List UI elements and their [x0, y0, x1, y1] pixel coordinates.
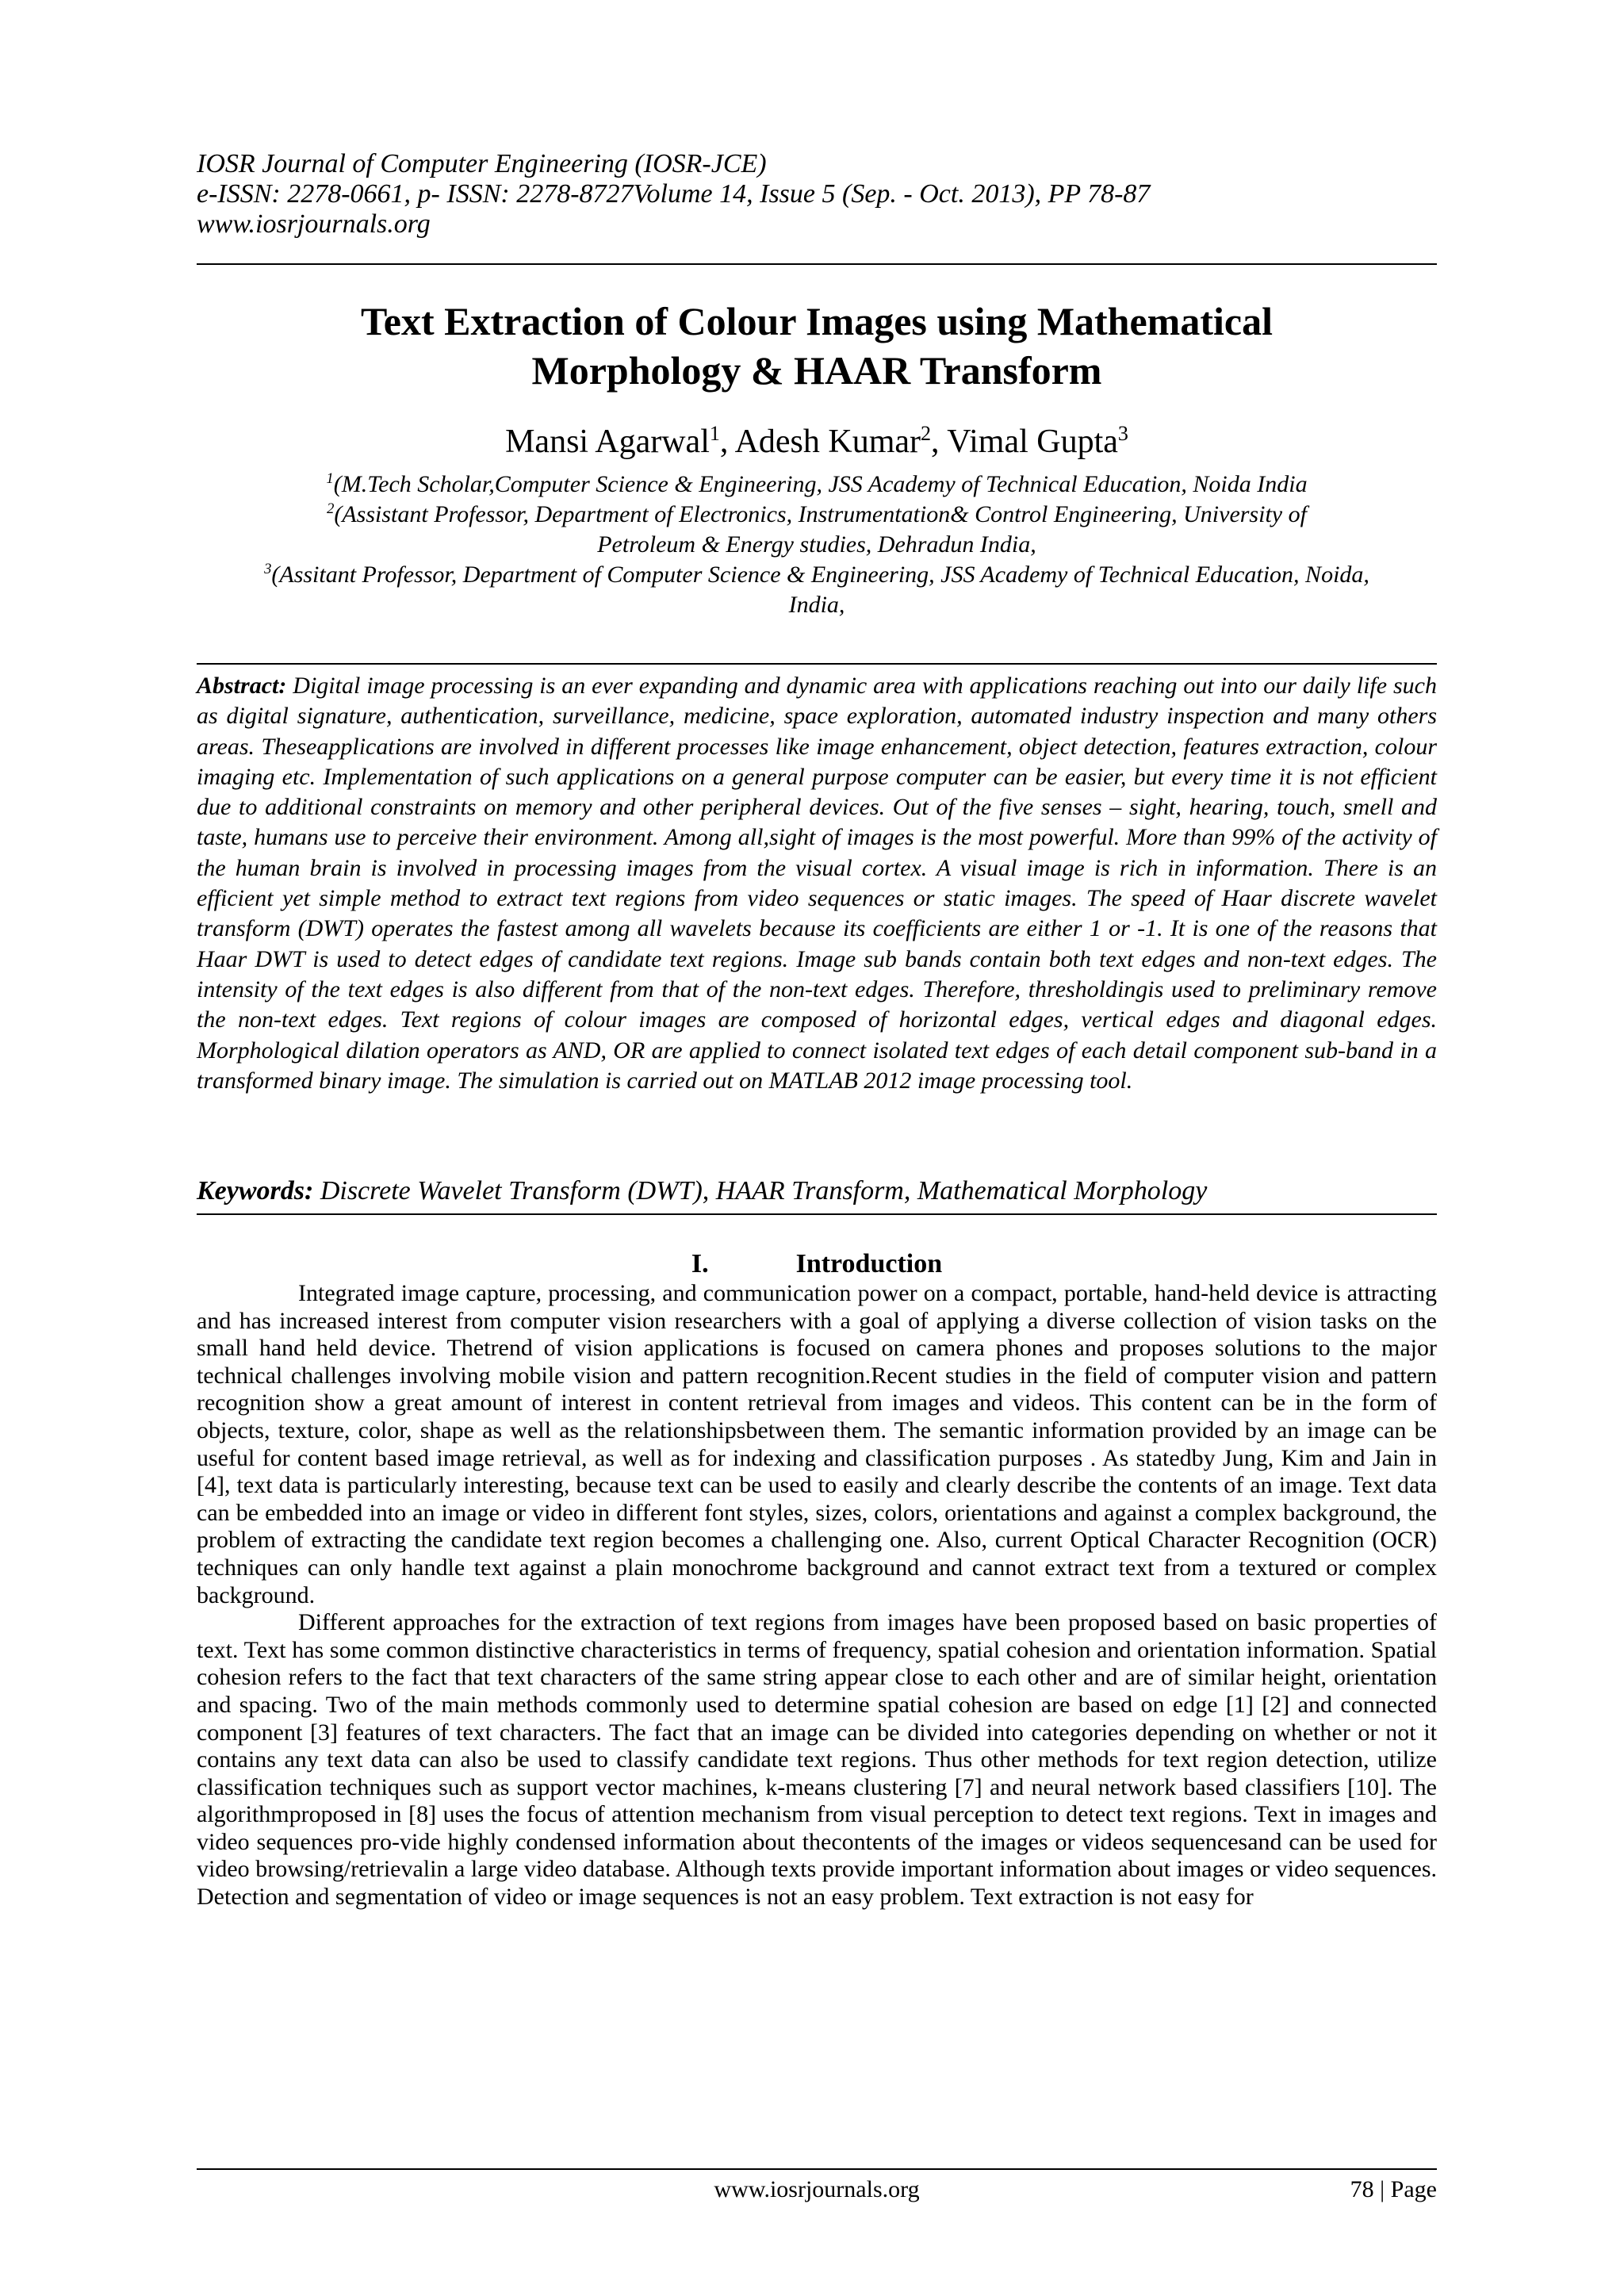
keywords-text: Discrete Wavelet Transform (DWT), HAAR Transform, Mathematical Morphology — [313, 1176, 1208, 1205]
footer-rule — [197, 2168, 1437, 2170]
journal-website: www.iosrjournals.org — [197, 209, 431, 239]
abstract-text: Digital image processing is an ever expanding and dynamic area with applications reaching out into our daily life such as digital signature, authentication, surveillance, medicine, space exploration, automated industry inspection and many others areas. Theseapplications are involved in different processes like image enhancement, object detection, features extraction, colour imaging etc. Implementation of such applications on a general purpose computer can be easier, but every time it is not efficient due to additional constraints on memory and other peripheral devices. Out of the five senses – sight, hearing, touch, smell and taste, humans use to perceive their environment. Among all,sight of images is the most powerful. More than 99% of the activity of the human brain is involved in processing images from the visual cortex. A visual image is rich in information. There is an efficient yet simple method to extract text regions from video sequences or static images. The speed of Haar discrete wavelet transform (DWT) operates the fastest among all wavelets because its coefficients are either 1 or -1. It is one of the reasons that Haar DWT is used to detect edges of candidate text regions. Image sub bands contain both text edges and non-text edges. The intensity of the text edges is also different from that of the non-text edges. Therefore, thresholdingis used to preliminary remove the non-text edges. Text regions of colour images are composed of horizontal edges, vertical edges and diagonal edges. Morphological dilation operators as AND, OR are applied to connect isolated text edges of each detail component sub-band in a transformed binary image. The simulation is carried out on MATLAB 2012 image processing tool. — [197, 673, 1437, 1094]
paragraph: Integrated image capture, processing, and communication power on a compact, portable, hand-held device is attracting and has increased interest from computer vision researchers with a goal of applying a diverse collection of vision tasks on the small hand held device. Thetrend of vision applications is focused on camera phones and proposes solutions to the major technical challenges involving mobile vision and pattern recognition.Recent studies in the field of computer vision and pattern recognition show a great amount of interest in content retrieval from images and videos. This content can be in the form of objects, texture, color, shape as well as the relationshipsbetween them. The semantic information provided by an image can be useful for content based image retrieval, as well as for indexing and classification purposes . As statedby Jung, Kim and Jain in [4], text data is particularly interesting, because text can be used to easily and clearly describe the contents of an image. Text data can be embedded into an image or video in different font styles, sizes, colors, orientations and against a complex background, the problem of extracting the candidate text region becomes a challenging one. Also, current Optical Character Recognition (OCR) techniques can only handle text against a plain monochrome background and cannot extract text from a textured or complex background. — [197, 1280, 1437, 1608]
keywords-label: Keywords: — [197, 1176, 314, 1205]
body-text — [197, 1280, 1437, 1911]
footer-website: www.iosrjournals.org — [714, 2176, 920, 2202]
affiliations — [197, 470, 1437, 620]
paragraph: Different approaches for the extraction of text regions from images have been proposed based on basic properties of text. Text has some common distinctive characteristics in terms of frequency, spatial cohesion and orientation information. Spatial cohesion refers to the fact that text characters of the same string appear close to each other and are of similar height, orientation and spacing. Two of the main methods commonly used to determine spatial cohesion are based on edge [1] [2] and connected component [3] features of text characters. The fact that an image can be divided into categories depending on whether or not it contains any text data can also be used to classify candidate text regions. Thus other methods for text region detection, utilize classification techniques such as support vector machines, k-means clustering [7] and neural network based classifiers [10]. The algorithmproposed in [8] uses the focus of attention mechanism from visual perception to detect text regions. Text in images and video sequences pro-vide highly condensed information about thecontents of the images or videos sequencesand can be used for video browsing/retrievalin a large video database. Although texts provide important information about images or video sequences. Detection and segmentation of video or image sequences is not an easy problem. Text extraction is not easy for — [197, 1609, 1437, 1911]
section-title: Introduction — [795, 1249, 943, 1278]
section-heading — [197, 1248, 1437, 1280]
author-name: Adesh Kumar — [734, 424, 921, 460]
author-name: Vimal Gupta — [947, 424, 1118, 460]
author-separator: , — [931, 424, 948, 460]
journal-header — [197, 149, 1437, 240]
author-sup: 3 — [1117, 422, 1128, 445]
affiliation-sup: 2 — [327, 500, 335, 517]
keywords-bottom-rule — [197, 1213, 1437, 1215]
title-line-1: Text Extraction of Colour Images using Mathematical — [361, 299, 1273, 343]
abstract — [197, 671, 1437, 1096]
title-line-2: Morphology & HAAR Transform — [531, 348, 1102, 393]
author-list — [197, 422, 1437, 462]
affiliation-sup: 3 — [264, 561, 272, 577]
author-separator: , — [719, 424, 735, 460]
author-sup: 1 — [709, 422, 720, 445]
page-footer — [197, 2175, 1437, 2206]
abstract-label: Abstract: — [197, 673, 287, 699]
paper-title — [197, 297, 1437, 395]
affiliation-3 — [197, 560, 1437, 620]
affiliation-sup: 1 — [326, 470, 334, 487]
section-number: I. — [691, 1249, 709, 1278]
keywords — [197, 1175, 1437, 1207]
page-number: 78 | Page — [1350, 2176, 1437, 2202]
abstract-top-rule — [197, 663, 1437, 665]
affiliation-text: (Assistant Professor, Department of Electronics, Instrumentation& Control Engineering, University of Petroleum & Energy studies, Dehradun India, — [334, 501, 1307, 558]
affiliation-2 — [197, 500, 1437, 560]
journal-name: IOSR Journal of Computer Engineering (IOSR-JCE) — [197, 149, 767, 178]
header-rule — [197, 263, 1437, 265]
author-name: Mansi Agarwal — [505, 424, 710, 460]
issn-line: e-ISSN: 2278-0661, p- ISSN: 2278-8727Volume 14, Issue 5 (Sep. - Oct. 2013), PP 78-87 — [197, 179, 1151, 209]
affiliation-1 — [197, 470, 1437, 500]
affiliation-text: (Assitant Professor, Department of Computer Science & Engineering, JSS Academy of Technical Education, Noida, India, — [271, 562, 1369, 618]
affiliation-text: (M.Tech Scholar,Computer Science & Engineering, JSS Academy of Technical Education, Noida India — [333, 471, 1308, 497]
author-sup: 2 — [921, 422, 932, 445]
